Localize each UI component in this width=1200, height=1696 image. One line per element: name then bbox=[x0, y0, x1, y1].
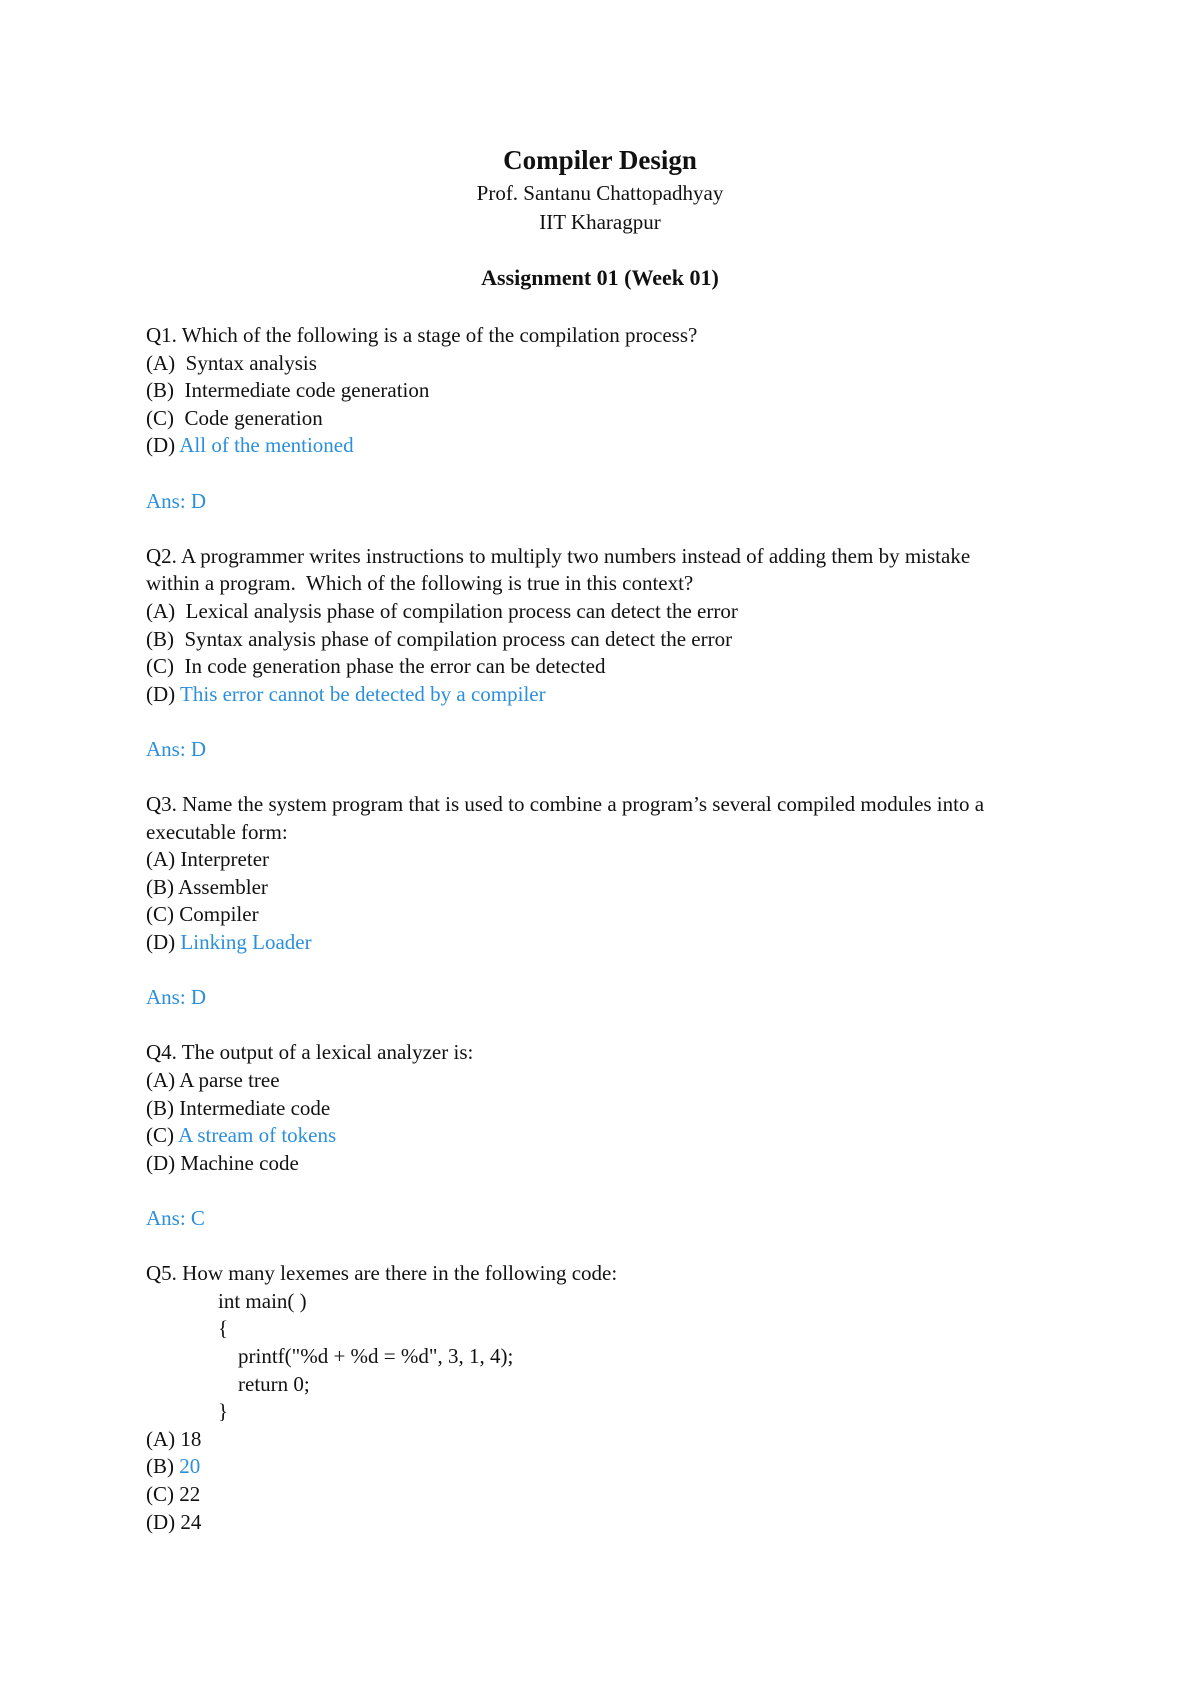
option-a bbox=[146, 846, 1116, 874]
question-stem: Q3. Name the system program that is used to combine a program’s several compiled modules into a bbox=[146, 792, 985, 817]
institute-name: IIT Kharagpur bbox=[539, 210, 661, 234]
question-block bbox=[146, 1260, 1116, 1536]
option-prefix: (D) bbox=[146, 1150, 181, 1175]
question-stem: Q4. The output of a lexical analyzer is: bbox=[146, 1040, 474, 1065]
option-c bbox=[146, 653, 1116, 681]
option-text: 18 bbox=[180, 1426, 202, 1451]
option-d bbox=[146, 432, 1116, 460]
option-text: In code generation phase the error can be detected bbox=[184, 654, 606, 679]
option-d bbox=[146, 929, 1116, 957]
code-line: int main( ) bbox=[218, 1288, 307, 1313]
option-text: Intermediate code bbox=[179, 1095, 331, 1120]
option-c bbox=[146, 901, 1116, 929]
option-prefix: (D) bbox=[146, 930, 181, 955]
option-text: Lexical analysis phase of compilation process can detect the error bbox=[185, 598, 738, 623]
question-list bbox=[146, 322, 1116, 1536]
option-prefix: (A) bbox=[146, 847, 181, 872]
option-prefix: (B) bbox=[146, 626, 185, 651]
option-b bbox=[146, 874, 1116, 902]
option-d bbox=[146, 1150, 1116, 1178]
correct-option-text: This error cannot be detected by a compiler bbox=[180, 681, 546, 706]
option-prefix: (A) bbox=[146, 1426, 181, 1451]
option-b bbox=[146, 377, 1116, 405]
question-block bbox=[146, 322, 1116, 543]
option-text: 24 bbox=[180, 1509, 202, 1534]
option-c bbox=[146, 1122, 1116, 1150]
option-text: 22 bbox=[179, 1481, 201, 1506]
option-prefix: (D) bbox=[146, 433, 180, 458]
correct-option-text: A stream of tokens bbox=[178, 1123, 337, 1148]
option-prefix: (D) bbox=[146, 1509, 181, 1534]
correct-option-text: Linking Loader bbox=[180, 930, 312, 955]
code-line: return 0; bbox=[238, 1371, 310, 1396]
question-block bbox=[146, 791, 1116, 1039]
answer-label: Ans: D bbox=[146, 985, 207, 1010]
option-prefix: (D) bbox=[146, 681, 181, 706]
correct-option-text: All of the mentioned bbox=[179, 433, 354, 458]
question-stem-cont: within a program. Which of the following is true in this context? bbox=[146, 571, 694, 596]
answer-label: Ans: D bbox=[146, 488, 207, 513]
question-stem: Q5. How many lexemes are there in the following code: bbox=[146, 1261, 618, 1286]
option-text: Syntax analysis phase of compilation process can detect the error bbox=[184, 626, 733, 651]
code-line: } bbox=[218, 1399, 229, 1424]
question-block bbox=[146, 1039, 1116, 1260]
option-prefix: (C) bbox=[146, 405, 185, 430]
question-stem: Q1. Which of the following is a stage of the compilation process? bbox=[146, 323, 698, 347]
assignment-heading: Assignment 01 (Week 01) bbox=[481, 265, 719, 290]
option-text: Interpreter bbox=[180, 847, 270, 872]
option-prefix: (C) bbox=[146, 1123, 179, 1148]
option-b bbox=[146, 1453, 1116, 1481]
option-a bbox=[146, 1426, 1116, 1454]
code-line: printf("%d + %d = %d", 3, 1, 4); bbox=[238, 1343, 514, 1368]
option-a bbox=[146, 350, 1116, 378]
question-stem: Q2. A programmer writes instructions to multiply two numbers instead of adding them by mistake bbox=[146, 543, 971, 568]
option-text: Compiler bbox=[179, 902, 259, 927]
option-c bbox=[146, 1481, 1116, 1509]
option-prefix: (C) bbox=[146, 1481, 180, 1506]
professor-name: Prof. Santanu Chattopadhyay bbox=[476, 181, 724, 205]
option-a bbox=[146, 1067, 1116, 1095]
question-block bbox=[146, 543, 1116, 791]
option-prefix: (B) bbox=[146, 1095, 180, 1120]
option-prefix: (A) bbox=[146, 350, 186, 375]
option-text: Code generation bbox=[184, 405, 323, 430]
option-text: Syntax analysis bbox=[185, 350, 317, 375]
option-text: Intermediate code generation bbox=[184, 378, 430, 403]
option-b bbox=[146, 1095, 1116, 1123]
option-text: Machine code bbox=[180, 1150, 299, 1175]
answer-label: Ans: C bbox=[146, 1206, 205, 1230]
option-b bbox=[146, 626, 1116, 654]
question-stem-cont: executable form: bbox=[146, 819, 288, 844]
option-prefix: (C) bbox=[146, 654, 185, 679]
option-d bbox=[146, 1509, 1116, 1537]
code-line: { bbox=[218, 1316, 229, 1341]
answer-label: Ans: D bbox=[146, 736, 207, 761]
option-c bbox=[146, 405, 1116, 433]
option-prefix: (A) bbox=[146, 598, 186, 623]
option-d bbox=[146, 681, 1116, 709]
option-text: Assembler bbox=[178, 874, 268, 899]
option-prefix: (B) bbox=[146, 874, 179, 899]
option-prefix: (C) bbox=[146, 902, 180, 927]
option-a bbox=[146, 598, 1116, 626]
option-prefix: (B) bbox=[146, 378, 185, 403]
page-title: Compiler Design bbox=[503, 145, 697, 175]
option-text: A parse tree bbox=[179, 1068, 280, 1093]
option-prefix: (B) bbox=[146, 1454, 180, 1479]
option-prefix: (A) bbox=[146, 1068, 180, 1093]
correct-option-text: 20 bbox=[179, 1454, 201, 1479]
